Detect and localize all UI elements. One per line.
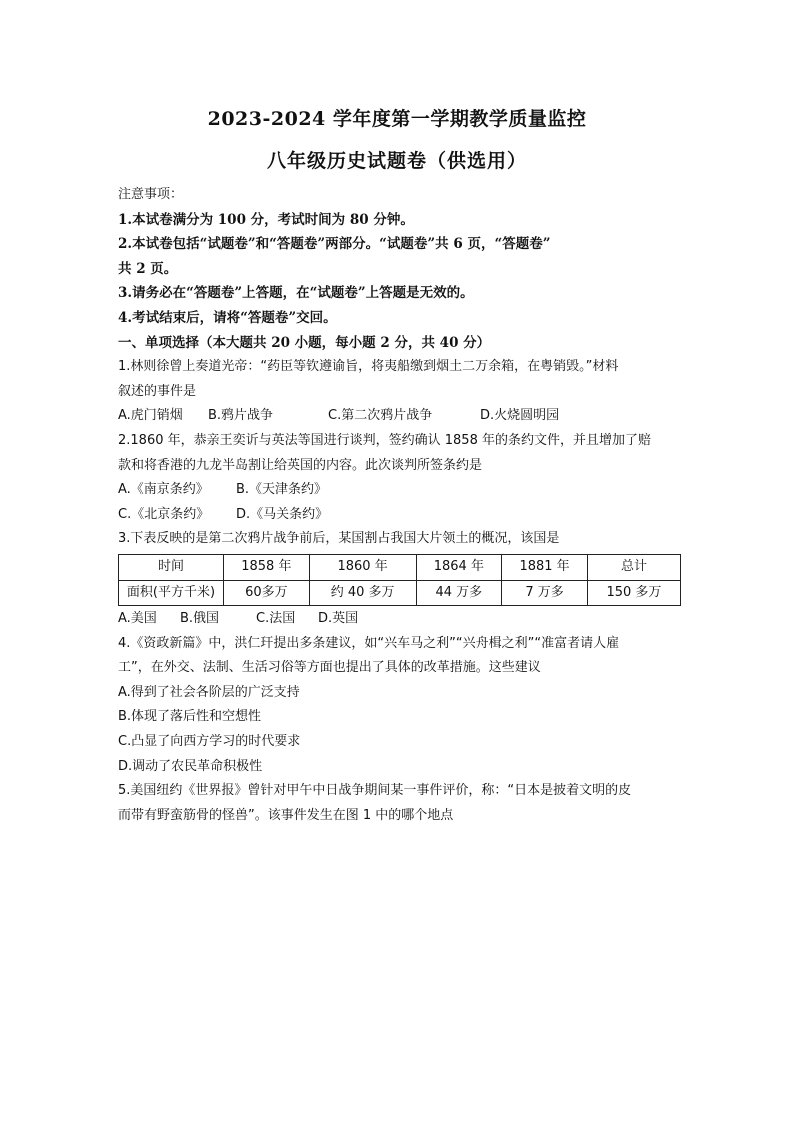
table-cell: 1860 年 — [309, 554, 416, 580]
option-b: B.《天津条约》 — [236, 482, 328, 498]
option-a: A.得到了社会各阶层的广泛支持 — [118, 684, 300, 700]
table-cell: 150 多万 — [587, 580, 680, 606]
option-d: D.火烧圆明园 — [480, 408, 560, 424]
option-b: B.俄国 — [180, 611, 220, 627]
question-2-options-row1 — [118, 478, 683, 503]
option-c: C.法国 — [256, 611, 296, 627]
exam-title: 2023-2024 学年度第一学期教学质量监控 — [207, 108, 587, 130]
table-cell: 时间 — [119, 554, 224, 580]
question-3-options — [118, 607, 683, 632]
question-3-table — [118, 554, 681, 606]
option-d: D.《马关条约》 — [236, 506, 329, 522]
notice-item: 2.本试卷包括“试题卷”和“答题卷”两部分。“试题卷”共 6 页，“答题卷” — [118, 236, 551, 253]
notice-item: 4.考试结束后，请将“答题卷”交回。 — [118, 309, 337, 326]
notice-item: 1.本试卷满分为 100 分，考试时间为 80 分钟。 — [118, 211, 414, 228]
question-1-options — [118, 404, 683, 429]
question-2-stem: 款和将香港的九龙半岛割让给英国的内容。此次谈判所签条约是 — [118, 457, 483, 473]
exam-body — [118, 183, 683, 828]
question-2-stem: 2.1860 年，恭亲王奕䜣与英法等国进行谈判，签约确认 1858 年的条约文件，并且增加了赔 — [118, 432, 651, 448]
option-b: B.体现了落后性和空想性 — [118, 709, 262, 725]
table-cell: 7 万多 — [502, 580, 588, 606]
option-d: D.调动了农民革命积极性 — [118, 758, 263, 774]
table-cell: 约 40 多万 — [309, 580, 416, 606]
option-d: D.英国 — [318, 611, 359, 627]
table-cell: 1881 年 — [502, 554, 588, 580]
table-row — [119, 580, 681, 606]
notice-item: 3.请务必在“答题卷”上答题，在“试题卷”上答题是无效的。 — [118, 285, 474, 302]
question-4-stem: 4.《资政新篇》中，洪仁玕提出多条建议，如“兴车马之利”“兴舟楫之利”“准富者请人雇 — [118, 635, 620, 651]
option-c: C.《北京条约》 — [118, 506, 210, 522]
option-a: A.《南京条约》 — [118, 482, 209, 498]
section-heading: 一、单项选择（本大题共 20 小题，每小题 2 分，共 40 分） — [118, 334, 491, 351]
option-b: B.鸦片战争 — [208, 408, 274, 424]
exam-subtitle: 八年级历史试题卷（供选用） — [266, 150, 527, 172]
question-1-stem: 叙述的事件是 — [118, 383, 197, 399]
table-cell: 1864 年 — [416, 554, 502, 580]
notice-item: 共 2 页。 — [118, 260, 178, 277]
option-c: C.凸显了向西方学习的时代要求 — [118, 734, 301, 750]
table-header-row — [119, 554, 681, 580]
table-cell: 44 万多 — [416, 580, 502, 606]
table-cell: 1858 年 — [224, 554, 310, 580]
question-5-stem: 5.美国纽约《世界报》曾针对甲午中日战争期间某一事件评价，称：“日本是披着文明的皮 — [118, 783, 632, 799]
option-a: A.虎门销烟 — [118, 408, 183, 424]
question-4-stem: 工”，在外交、法制、生活习俗等方面也提出了具体的改革措施。这些建议 — [118, 660, 541, 676]
table-cell: 总计 — [587, 554, 680, 580]
option-c: C.第二次鸦片战争 — [328, 408, 433, 424]
table-cell: 60多万 — [224, 580, 310, 606]
question-2-options-row2 — [118, 503, 683, 528]
table-cell: 面积(平方千米) — [119, 580, 224, 606]
question-3-stem: 3.下表反映的是第二次鸦片战争前后，某国割占我国大片领土的概况，该国是 — [118, 531, 560, 547]
notice-heading: 注意事项： — [118, 187, 184, 202]
question-5-stem: 而带有野蛮筋骨的怪兽”。该事件发生在图 1 中的哪个地点 — [118, 807, 454, 823]
option-a: A.美国 — [118, 611, 157, 627]
question-1-stem: 1.林则徐曾上奏道光帝：“药臣等钦遵谕旨，将夷船缴到烟土二万余箱，在粤销毁。”材料 — [118, 359, 619, 375]
